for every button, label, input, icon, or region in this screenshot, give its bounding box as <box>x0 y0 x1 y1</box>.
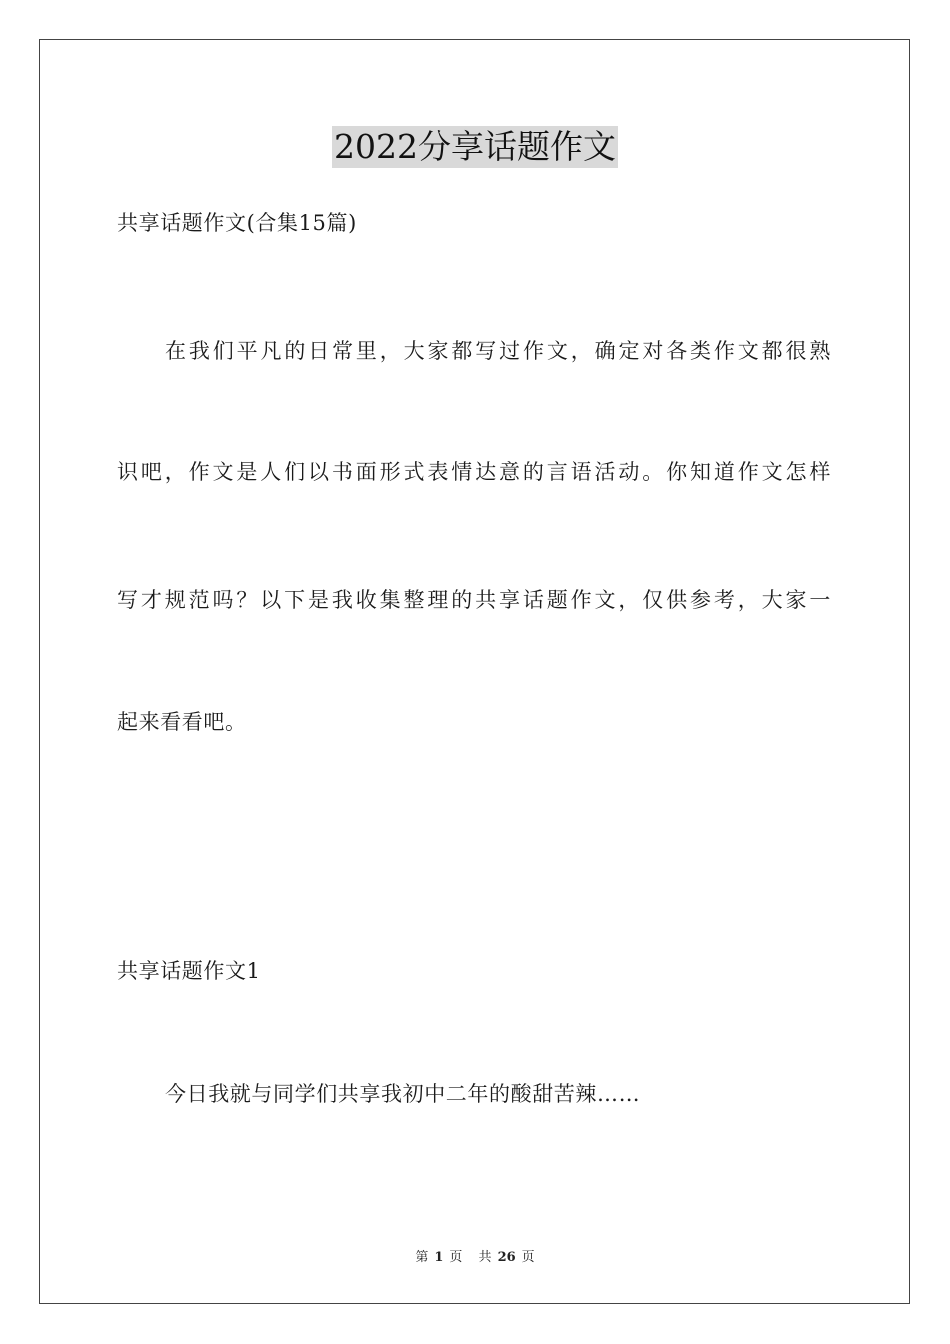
section-heading: 共享话题作文1 <box>117 959 261 983</box>
page-indicator <box>412 1250 465 1265</box>
intro-line-2: 识吧，作文是人们以书面形式表情达意的言语活动。你知道作文怎样 <box>117 460 831 484</box>
page-suffix: 页 <box>449 1250 463 1265</box>
total-indicator <box>476 1250 538 1265</box>
intro-line-3: 写才规范吗？以下是我收集整理的共享话题作文，仅供参考，大家一 <box>117 588 831 612</box>
page-number: 1 <box>434 1250 444 1265</box>
page-footer <box>0 1246 950 1265</box>
intro-line-4: 起来看看吧。 <box>117 710 247 734</box>
section-first-line: 今日我就与同学们共享我初中二年的酸甜苦辣…… <box>165 1082 641 1106</box>
total-prefix: 共 <box>478 1250 492 1265</box>
total-suffix: 页 <box>521 1250 535 1265</box>
title-container <box>0 126 950 168</box>
document-subtitle: 共享话题作文(合集15篇) <box>117 211 357 235</box>
document-title: 2022分享话题作文 <box>334 127 616 166</box>
page-prefix: 第 <box>415 1250 429 1265</box>
intro-line-1: 在我们平凡的日常里，大家都写过作文，确定对各类作文都很熟 <box>165 339 831 363</box>
total-pages: 26 <box>497 1250 516 1265</box>
